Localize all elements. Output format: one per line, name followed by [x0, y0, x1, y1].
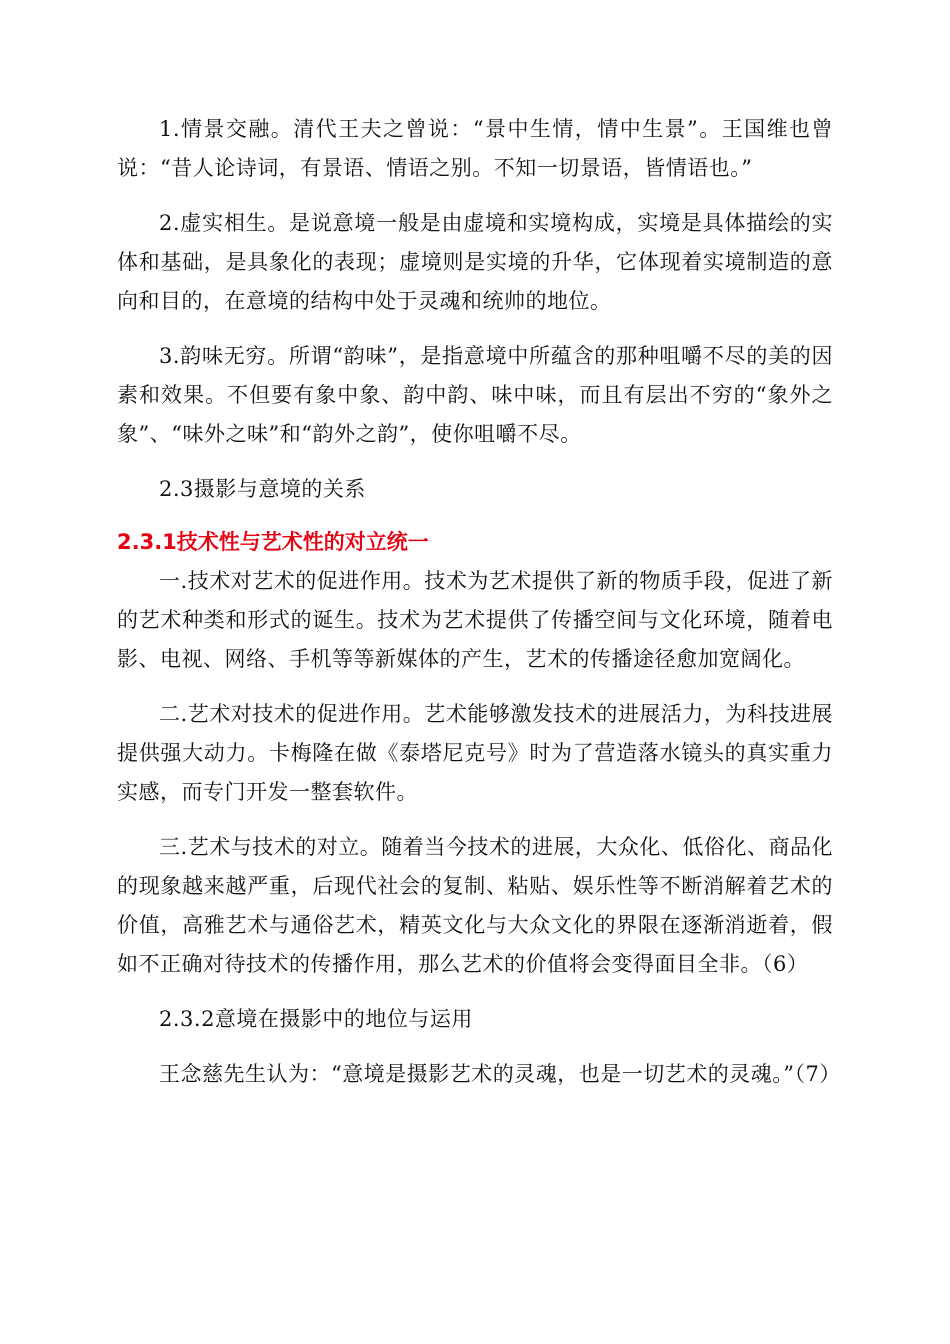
section-2-3-title: 2.3摄影与意境的关系	[159, 477, 366, 501]
paragraph-5: 二.艺术对技术的促进作用。艺术能够激发技术的进展活力，为科技进展提供强大动力。卡梅隆在做《泰塔尼克号》时为了营造落水镜头的真实重力实感，而专门开发一整套软件。	[117, 702, 833, 804]
paragraph-6: 三.艺术与技术的对立。随着当今技术的进展，大众化、低俗化、商品化的现象越来越严重，后现代社会的复制、粘贴、娱乐性等不断消解着艺术的价值，高雅艺术与通俗艺术，精英文化与大众文化的界限在逐渐消逝着，假如不正确对待技术的传播作用，那么艺术的价值将会变得面目全非。（6）	[117, 835, 833, 976]
paragraph-3: 3.韵味无穷。所谓“韵味”，是指意境中所蕴含的那种咀嚼不尽的美的因素和效果。不但要有象中象、韵中韵、味中味，而且有层出不穷的“象外之象”、“味外之味”和“韵外之韵”，使你咀嚼不尽。	[117, 344, 833, 446]
section-2-3-1-heading: 2.3.1技术性与艺术性的对立统一	[117, 530, 429, 554]
paragraph-4: 一.技术对艺术的促进作用。技术为艺术提供了新的物质手段，促进了新的艺术种类和形式的诞生。技术为艺术提供了传播空间与文化环境，随着电影、电视、网络、手机等等新媒体的产生，艺术的传播途径愈加宽阔化。	[117, 569, 833, 671]
paragraph-7: 王念慈先生认为：“意境是摄影艺术的灵魂，也是一切艺术的灵魂。”（7）	[159, 1062, 841, 1086]
paragraph-2: 2.虚实相生。是说意境一般是由虚境和实境构成，实境是具体描绘的实体和基础，是具象化的表现；虚境则是实境的升华，它体现着实境制造的意向和目的，在意境的结构中处于灵魂和统帅的地位。	[117, 211, 833, 313]
section-2-3-2-title: 2.3.2意境在摄影中的地位与运用	[159, 1007, 473, 1031]
document-page	[117, 110, 841, 1094]
paragraph-1: 1.情景交融。清代王夫之曾说：“景中生情，情中生景”。王国维也曾说：“昔人论诗词，有景语、情语之别。不知一切景语，皆情语也。”	[117, 117, 833, 180]
